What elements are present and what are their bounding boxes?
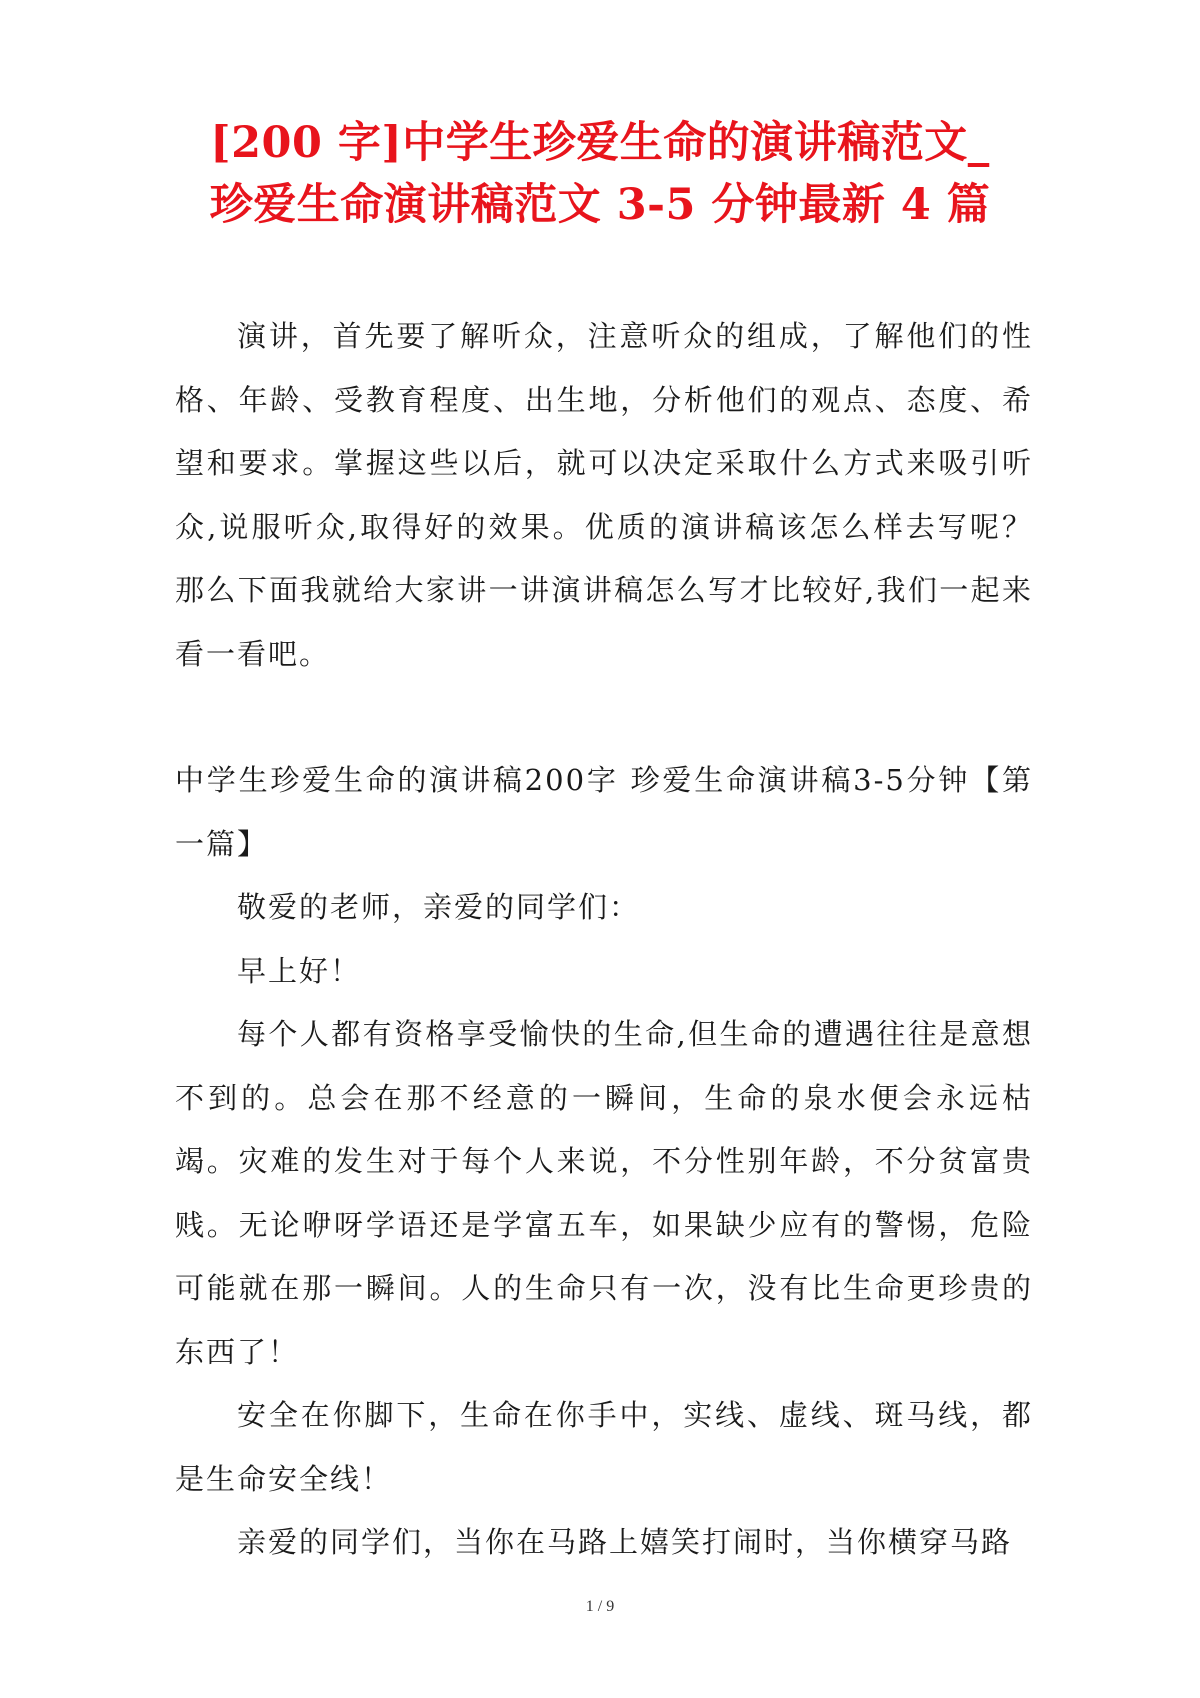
section-heading: 中学生珍爱生命的演讲稿200字 珍爱生命演讲稿3-5分钟【第一篇】	[175, 763, 1033, 861]
body-paragraph: 每个人都有资格享受愉快的生命,但生命的遭遇往往是意想不到的。总会在那不经意的一瞬间，生命的泉水便会永远枯竭。灾难的发生对于每个人来说，不分性别年龄，不分贫富贵贱。无论咿呀学语还是学富五车，如果缺少应有的警惕，危险可能就在那一瞬间。人的生命只有一次，没有比生命更珍贵的东西了！	[175, 1017, 1033, 1369]
body-paragraph: 安全在你脚下，生命在你手中，实线、虚线、斑马线，都是生命安全线！	[175, 1398, 1033, 1496]
document-body	[175, 305, 1033, 1575]
body-paragraph: 亲爱的同学们，当你在马路上嬉笑打闹时，当你横穿马路	[237, 1525, 1013, 1559]
greeting-paragraph: 敬爱的老师，亲爱的同学们：	[237, 890, 641, 924]
page-number: 1 / 9	[585, 1598, 615, 1615]
title-line-2: 珍爱生命演讲稿范文 3-5 分钟最新 4 篇	[209, 180, 991, 230]
document-title	[140, 112, 1060, 236]
intro-paragraph: 演讲，首先要了解听众，注意听众的组成，了解他们的性格、年龄、受教育程度、出生地，分析他们的观点、态度、希望和要求。掌握这些以后，就可以决定采取什么方式来吸引听众,说服听众,取得好的效果。优质的演讲稿该怎么样去写呢？那么下面我就给大家讲一讲演讲稿怎么写才比较好,我们一起来看一看吧。	[175, 319, 1033, 671]
salutation-paragraph: 早上好！	[237, 953, 362, 988]
paragraph-gap	[175, 686, 1033, 749]
title-line-1: [200 字]中学生珍爱生命的演讲稿范文_	[210, 118, 990, 168]
